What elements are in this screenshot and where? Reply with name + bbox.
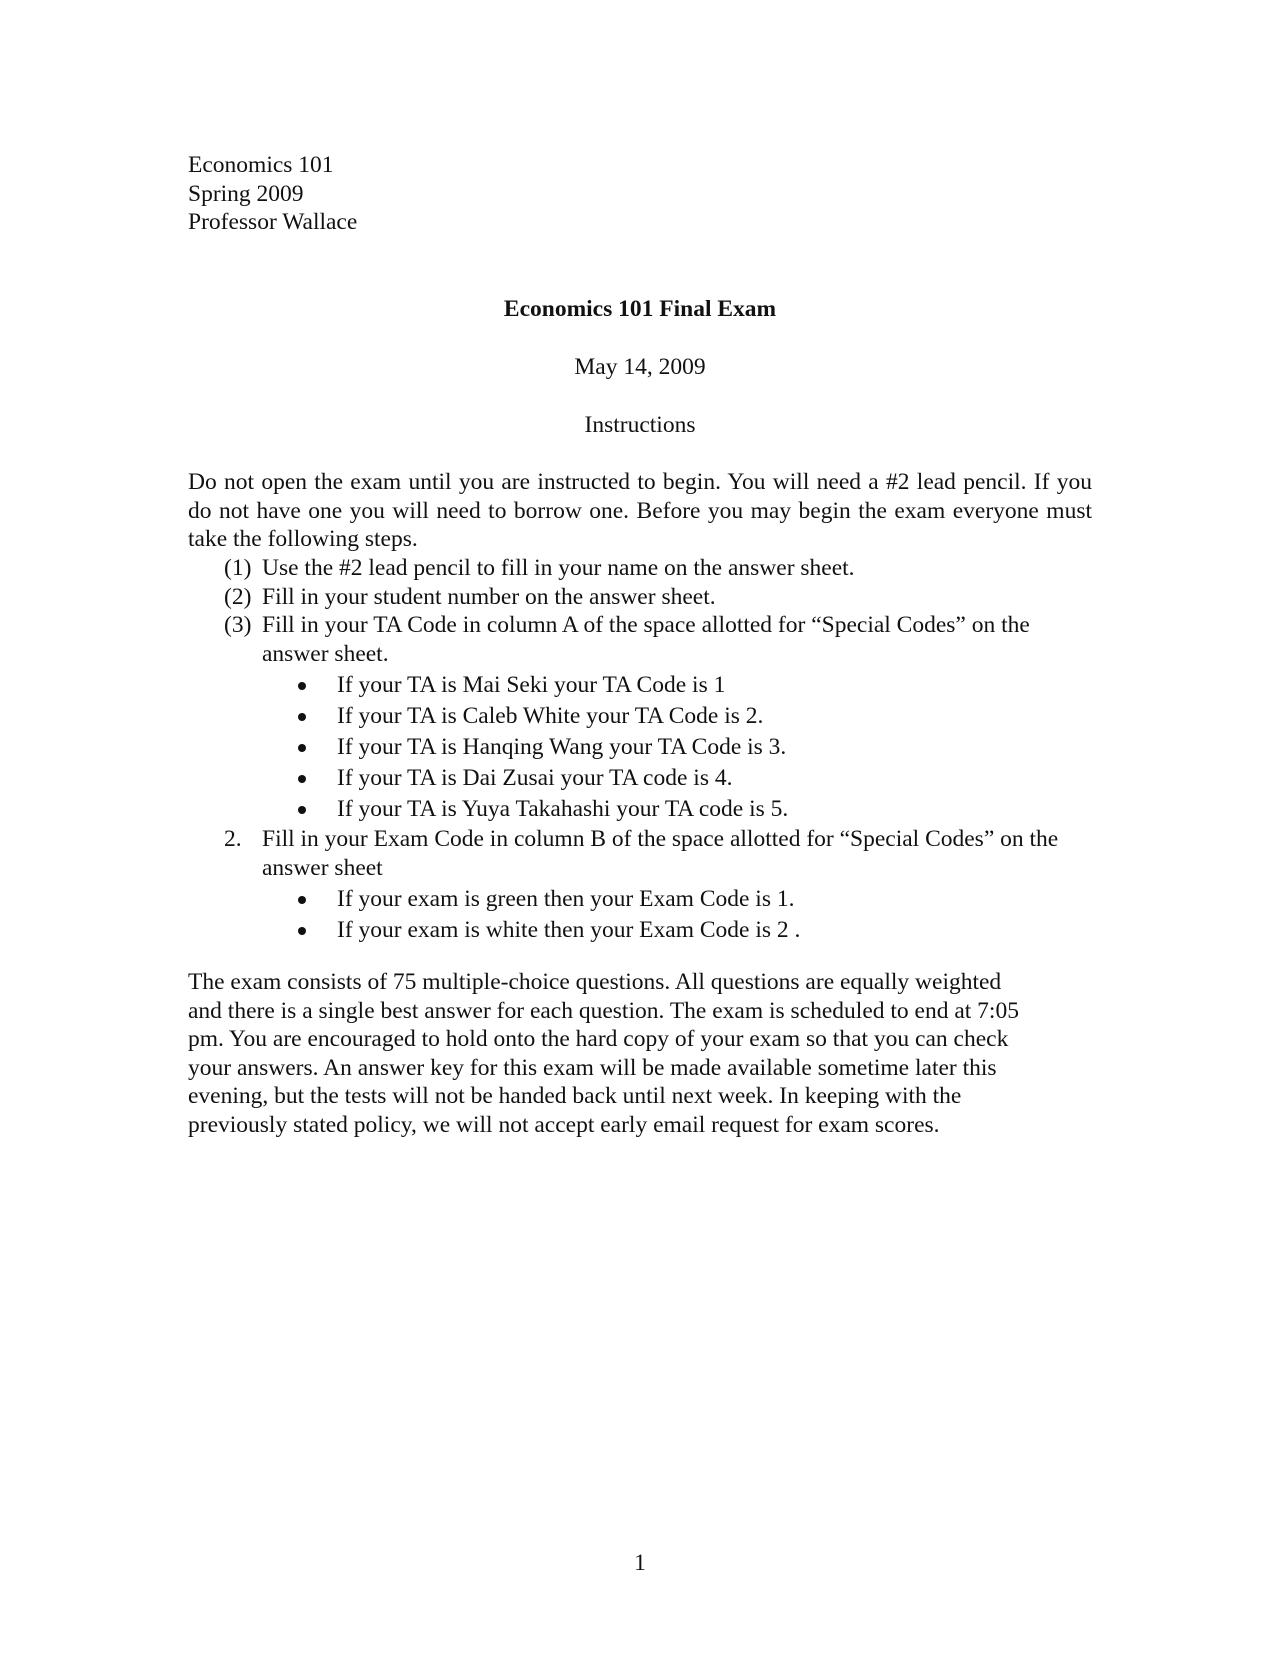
list-item-text: If your TA is Yuya Takahashi your TA code is 5. <box>337 796 789 822</box>
step-number: (2) <box>224 583 252 610</box>
step-text: Fill in your TA Code in column A of the space allotted for “Special Codes” on the answer sheet. <box>262 612 1030 667</box>
bullet-icon <box>298 927 306 935</box>
bullet-icon <box>298 744 306 752</box>
step-4 <box>188 825 1092 946</box>
list-item <box>262 794 1092 825</box>
closing-paragraph <box>188 968 1092 1139</box>
bullet-icon <box>298 713 306 721</box>
step-number: (1) <box>224 555 252 581</box>
bullet-icon <box>298 896 306 904</box>
list-item <box>262 732 1092 763</box>
exam-title: Economics 101 Final Exam <box>503 296 777 322</box>
exam-date: May 14, 2009 <box>574 354 706 380</box>
step-text: Fill in your Exam Code in column B of the space allotted for “Special Codes” on the answer sheet <box>262 826 1059 881</box>
list-item <box>262 763 1092 794</box>
steps-list <box>188 554 1092 946</box>
step-3 <box>188 611 1092 825</box>
list-item-text: If your TA is Mai Seki your TA Code is 1 <box>337 672 726 698</box>
paragraph-line: pm. You are encouraged to hold onto the hard copy of your exam so that you can check <box>188 1026 1009 1052</box>
course-professor: Professor Wallace <box>188 209 358 235</box>
intro-paragraph: Do not open the exam until you are instructed to begin. You will need a #2 lead pencil. If you do not have one you will need to borrow one. Before you may begin the exam everyone must take the following steps. <box>188 469 1092 552</box>
paragraph-line: evening, but the tests will not be handed back until next week. In keeping with the <box>188 1083 962 1109</box>
course-name: Economics 101 <box>188 152 334 178</box>
instructions-heading: Instructions <box>584 412 696 438</box>
list-item <box>262 915 1092 946</box>
list-item-text: If your exam is green then your Exam Code is 1. <box>337 886 795 912</box>
step-text: Fill in your student number on the answer sheet. <box>262 583 716 610</box>
list-item-text: If your exam is white then your Exam Code is 2 . <box>337 917 801 943</box>
page-number: 1 <box>634 1550 646 1576</box>
step-text: Use the #2 lead pencil to fill in your name on the answer sheet. <box>262 555 855 581</box>
list-item <box>262 701 1092 732</box>
step-number: (3) <box>224 612 252 638</box>
paragraph-line: and there is a single best answer for each question. The exam is scheduled to end at 7:05 <box>188 997 1019 1024</box>
ta-code-list <box>262 670 1092 825</box>
step-2 <box>188 583 1092 612</box>
list-item-text: If your TA is Caleb White your TA Code is 2. <box>337 703 764 729</box>
paragraph-line: your answers. An answer key for this exam will be made available sometime later this <box>188 1054 997 1081</box>
bullet-icon <box>298 775 306 783</box>
exam-code-list <box>262 884 1092 946</box>
paragraph-line: The exam consists of 75 multiple-choice questions. All questions are equally weighted <box>188 969 1002 995</box>
list-item-text: If your TA is Hanqing Wang your TA Code is 3. <box>337 734 787 760</box>
bullet-icon <box>298 806 306 814</box>
step-1 <box>188 554 1092 583</box>
bullet-icon <box>298 682 306 690</box>
course-header <box>188 151 357 237</box>
course-term: Spring 2009 <box>188 180 304 207</box>
step-number: 2. <box>224 826 242 852</box>
list-item <box>262 884 1092 915</box>
paragraph-line: previously stated policy, we will not accept early email request for exam scores. <box>188 1111 940 1138</box>
list-item-text: If your TA is Dai Zusai your TA code is 4. <box>337 765 733 791</box>
list-item <box>262 670 1092 701</box>
